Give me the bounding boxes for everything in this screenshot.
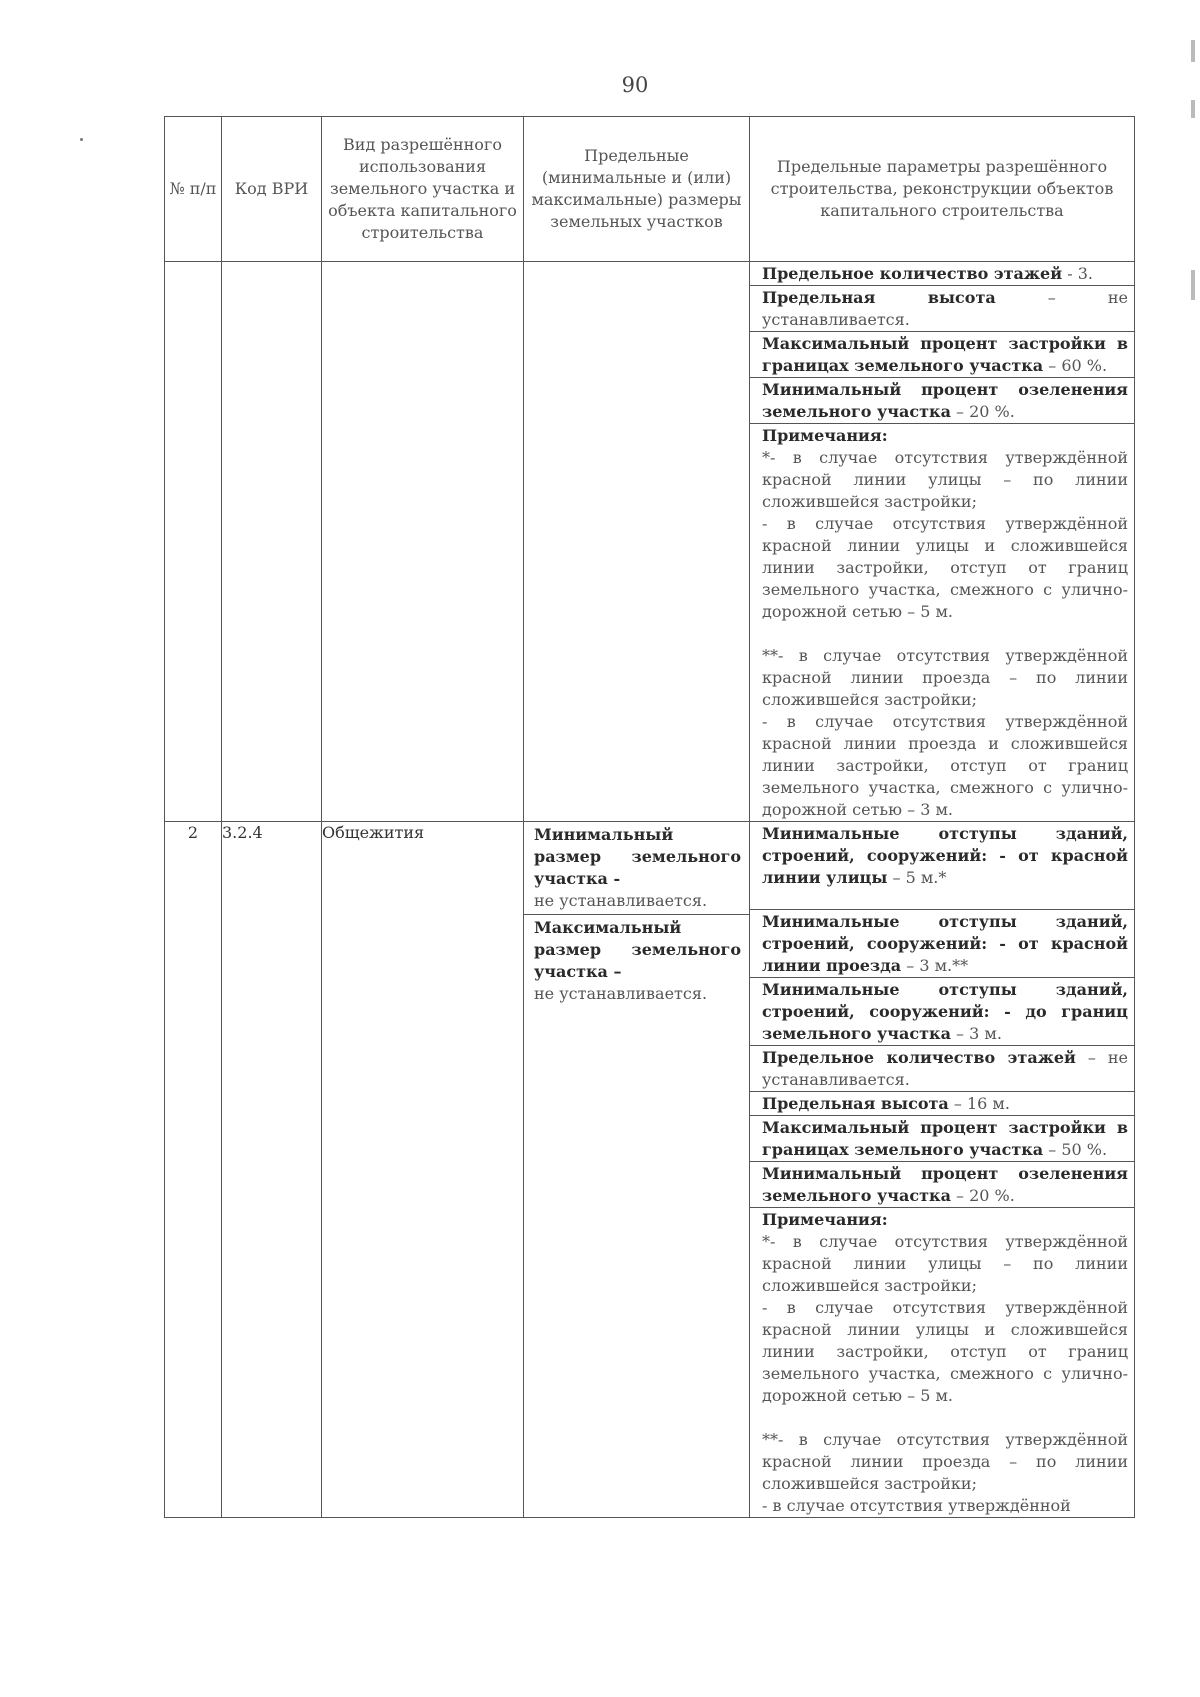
note-spacer — [762, 1407, 1128, 1429]
notes-title: Примечания: — [762, 1210, 888, 1229]
param-block: Предельное количество этажей – не устанавливается. — [750, 1046, 1134, 1092]
row1-number-cell — [165, 262, 222, 822]
row2-sizes-cell — [524, 822, 750, 1518]
scan-edge-mark — [1191, 270, 1195, 300]
scan-edge-mark — [1191, 40, 1195, 62]
param-block: Максимальный процент застройки в границах земельного участка – 60 %. — [750, 332, 1134, 378]
row1-params-cell — [750, 262, 1135, 822]
note-item: - в случае отсутствия утверждённой красной линии улицы и сложившейся линии застройки, отступ от границ земельного участка, смежного с улично-дорожной сетью – 5 м. — [762, 514, 1128, 621]
note-item: **- в случае отсутствия утверждённой красной линии проезда – по линии сложившейся застройки; — [762, 1430, 1128, 1493]
note-item: *- в случае отсутствия утверждённой красной линии улицы – по линии сложившейся застройки; — [762, 1232, 1128, 1295]
note-item: *- в случае отсутствия утверждённой красной линии улицы – по линии сложившейся застройки; — [762, 448, 1128, 511]
param-block: Предельная высота – не устанавливается. — [750, 286, 1134, 332]
param-block: Минимальные отступы зданий, строений, сооружений: - от красной линии улицы – 5 м.* — [750, 822, 1134, 910]
param-block: Максимальный процент застройки в границах земельного участка – 50 %. — [750, 1116, 1134, 1162]
param-block: Минимальный процент озеленения земельного участка – 20 %. — [750, 378, 1134, 424]
row2-params-cell — [750, 822, 1135, 1518]
note-spacer — [762, 623, 1128, 645]
min-plot-size-block: Минимальный размер земельного участка - не устанавливается. — [534, 825, 741, 910]
header-build-params: Предельные параметры разрешённого строительства, реконструкции объектов капитального строительства — [750, 117, 1135, 262]
param-block: Минимальные отступы зданий, строений, сооружений: - до границ земельного участка – 3 м. — [750, 978, 1134, 1046]
note-item: - в случае отсутствия утверждённой красной линии улицы и сложившейся линии застройки, отступ от границ земельного участка, смежного с улично-дорожной сетью – 5 м. — [762, 1298, 1128, 1405]
header-use-type: Вид разрешённого использования земельного участка и объекта капитального строительства — [322, 117, 524, 262]
note-item: - в случае отсутствия утверждённой красной линии проезда и сложившейся линии застройки, отступ от границ земельного участка, смежного с улично-дорожной сетью – 3 м. — [762, 712, 1128, 819]
header-plot-sizes: Предельные (минимальные и (или) максимальные) размеры земельных участков — [524, 117, 750, 262]
param-block: Предельное количество этажей - 3. — [750, 262, 1134, 286]
table-row — [165, 262, 1135, 822]
row2-code-cell: 3.2.4 — [222, 822, 322, 1518]
row1-type-cell — [322, 262, 524, 822]
scan-edge-mark — [1191, 100, 1195, 118]
scan-speck — [80, 138, 83, 141]
note-item: - в случае отсутствия утверждённой — [762, 1496, 1071, 1515]
max-plot-size-block: Максимальный размер земельного участка – не устанавливается. — [524, 914, 749, 1007]
header-number: № п/п — [165, 117, 222, 262]
row1-code-cell — [222, 262, 322, 822]
notes-title: Примечания: — [762, 426, 888, 445]
note-item: **- в случае отсутствия утверждённой красной линии проезда – по линии сложившейся застройки; — [762, 646, 1128, 709]
page-number: 90 — [621, 73, 649, 97]
table-row — [165, 822, 1135, 1518]
row2-type-cell: Общежития — [322, 822, 524, 1518]
row1-sizes-cell — [524, 262, 750, 822]
row2-number-cell: 2 — [165, 822, 222, 1518]
table-header-row — [165, 117, 1135, 262]
header-code: Код ВРИ — [222, 117, 322, 262]
notes-block — [750, 1208, 1134, 1517]
param-block: Минимальный процент озеленения земельного участка – 20 %. — [750, 1162, 1134, 1208]
notes-block — [750, 424, 1134, 821]
param-block: Предельная высота – 16 м. — [750, 1092, 1134, 1116]
regulations-table — [164, 116, 1135, 1518]
param-block: Минимальные отступы зданий, строений, сооружений: - от красной линии проезда – 3 м.** — [750, 910, 1134, 978]
